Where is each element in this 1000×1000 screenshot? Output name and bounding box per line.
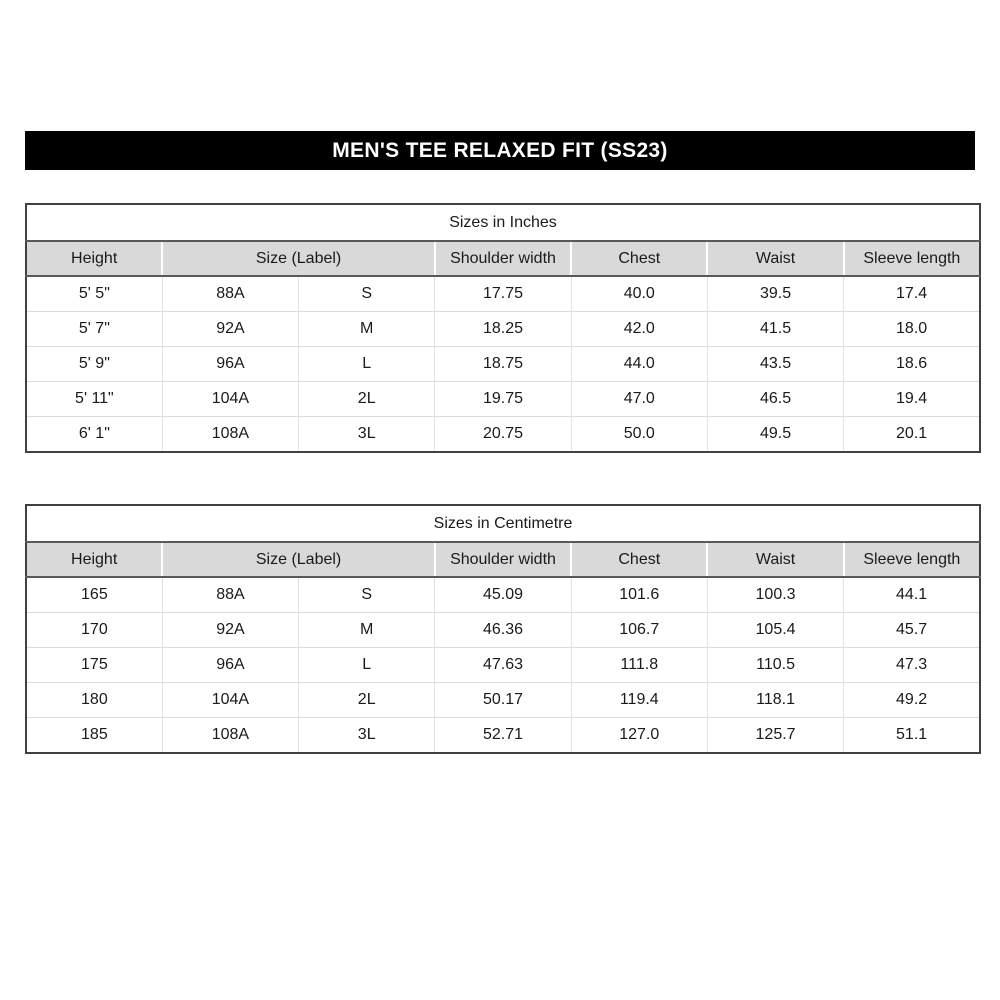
cell-shoulder-width: 46.36 — [435, 613, 571, 648]
cell-shoulder-width: 52.71 — [435, 718, 571, 754]
table-row — [26, 613, 980, 648]
cell-shoulder-width: 45.09 — [435, 577, 571, 613]
table-row — [26, 577, 980, 613]
table-caption: Sizes in Inches — [26, 204, 980, 241]
cell-size-letter: S — [299, 276, 435, 312]
cell-shoulder-width: 47.63 — [435, 648, 571, 683]
page-title: MEN'S TEE RELAXED FIT (SS23) — [332, 138, 668, 162]
header-sleeve-length: Sleeve length — [844, 241, 980, 276]
cell-chest: 42.0 — [571, 312, 707, 347]
cell-shoulder-width: 18.75 — [435, 347, 571, 382]
cell-chest: 47.0 — [571, 382, 707, 417]
cell-waist: 46.5 — [707, 382, 843, 417]
cell-waist: 110.5 — [707, 648, 843, 683]
cell-shoulder-width: 19.75 — [435, 382, 571, 417]
table-row — [26, 648, 980, 683]
cell-chest: 106.7 — [571, 613, 707, 648]
cell-sleeve-length: 49.2 — [844, 683, 980, 718]
header-size-label: Size (Label) — [162, 542, 435, 577]
cell-size-code: 88A — [162, 577, 298, 613]
cell-height: 165 — [26, 577, 162, 613]
cell-height: 5' 7" — [26, 312, 162, 347]
table-row — [26, 312, 980, 347]
cell-size-letter: L — [299, 347, 435, 382]
cell-size-letter: M — [299, 613, 435, 648]
table-row — [26, 382, 980, 417]
header-shoulder-width: Shoulder width — [435, 542, 571, 577]
cell-sleeve-length: 18.6 — [844, 347, 980, 382]
cell-height: 5' 9" — [26, 347, 162, 382]
cell-sleeve-length: 51.1 — [844, 718, 980, 754]
cell-chest: 127.0 — [571, 718, 707, 754]
centimetre-table — [25, 504, 981, 754]
cell-size-code: 104A — [162, 382, 298, 417]
cell-height: 5' 11" — [26, 382, 162, 417]
table-row — [26, 276, 980, 312]
cell-sleeve-length: 20.1 — [844, 417, 980, 453]
cell-chest: 101.6 — [571, 577, 707, 613]
cell-chest: 119.4 — [571, 683, 707, 718]
cell-sleeve-length: 19.4 — [844, 382, 980, 417]
cell-waist: 39.5 — [707, 276, 843, 312]
cell-size-code: 88A — [162, 276, 298, 312]
table-header-row — [26, 241, 980, 276]
cell-size-code: 96A — [162, 648, 298, 683]
centimetre-table-container — [25, 504, 981, 754]
header-shoulder-width: Shoulder width — [435, 241, 571, 276]
cell-waist: 125.7 — [707, 718, 843, 754]
cell-chest: 111.8 — [571, 648, 707, 683]
header-size-label: Size (Label) — [162, 241, 435, 276]
cell-chest: 44.0 — [571, 347, 707, 382]
inches-table — [25, 203, 981, 453]
cell-height: 5' 5" — [26, 276, 162, 312]
cell-sleeve-length: 47.3 — [844, 648, 980, 683]
cell-sleeve-length: 44.1 — [844, 577, 980, 613]
cell-waist: 49.5 — [707, 417, 843, 453]
cell-size-letter: L — [299, 648, 435, 683]
cell-size-code: 104A — [162, 683, 298, 718]
cell-sleeve-length: 17.4 — [844, 276, 980, 312]
cell-waist: 100.3 — [707, 577, 843, 613]
header-waist: Waist — [707, 241, 843, 276]
cell-height: 180 — [26, 683, 162, 718]
cell-shoulder-width: 17.75 — [435, 276, 571, 312]
table-caption: Sizes in Centimetre — [26, 505, 980, 542]
cell-height: 170 — [26, 613, 162, 648]
cell-size-code: 108A — [162, 718, 298, 754]
cell-shoulder-width: 20.75 — [435, 417, 571, 453]
inches-table-container — [25, 203, 981, 453]
cell-size-letter: 3L — [299, 718, 435, 754]
title-bar — [25, 131, 975, 170]
table-row — [26, 718, 980, 754]
table-row — [26, 417, 980, 453]
header-height: Height — [26, 542, 162, 577]
cell-size-code: 108A — [162, 417, 298, 453]
cell-waist: 118.1 — [707, 683, 843, 718]
cell-height: 175 — [26, 648, 162, 683]
cell-size-code: 92A — [162, 312, 298, 347]
header-chest: Chest — [571, 241, 707, 276]
cell-size-letter: 2L — [299, 382, 435, 417]
table-row — [26, 347, 980, 382]
cell-sleeve-length: 45.7 — [844, 613, 980, 648]
cell-size-letter: 2L — [299, 683, 435, 718]
cell-shoulder-width: 18.25 — [435, 312, 571, 347]
cell-waist: 41.5 — [707, 312, 843, 347]
cell-size-code: 96A — [162, 347, 298, 382]
header-sleeve-length: Sleeve length — [844, 542, 980, 577]
table-header-row — [26, 542, 980, 577]
cell-chest: 40.0 — [571, 276, 707, 312]
cell-size-letter: 3L — [299, 417, 435, 453]
table-row — [26, 683, 980, 718]
header-height: Height — [26, 241, 162, 276]
cell-size-code: 92A — [162, 613, 298, 648]
cell-sleeve-length: 18.0 — [844, 312, 980, 347]
header-chest: Chest — [571, 542, 707, 577]
table-caption-row — [26, 505, 980, 542]
cell-height: 185 — [26, 718, 162, 754]
cell-waist: 105.4 — [707, 613, 843, 648]
cell-waist: 43.5 — [707, 347, 843, 382]
cell-height: 6' 1" — [26, 417, 162, 453]
cell-shoulder-width: 50.17 — [435, 683, 571, 718]
cell-chest: 50.0 — [571, 417, 707, 453]
cell-size-letter: M — [299, 312, 435, 347]
cell-size-letter: S — [299, 577, 435, 613]
table-caption-row — [26, 204, 980, 241]
header-waist: Waist — [707, 542, 843, 577]
